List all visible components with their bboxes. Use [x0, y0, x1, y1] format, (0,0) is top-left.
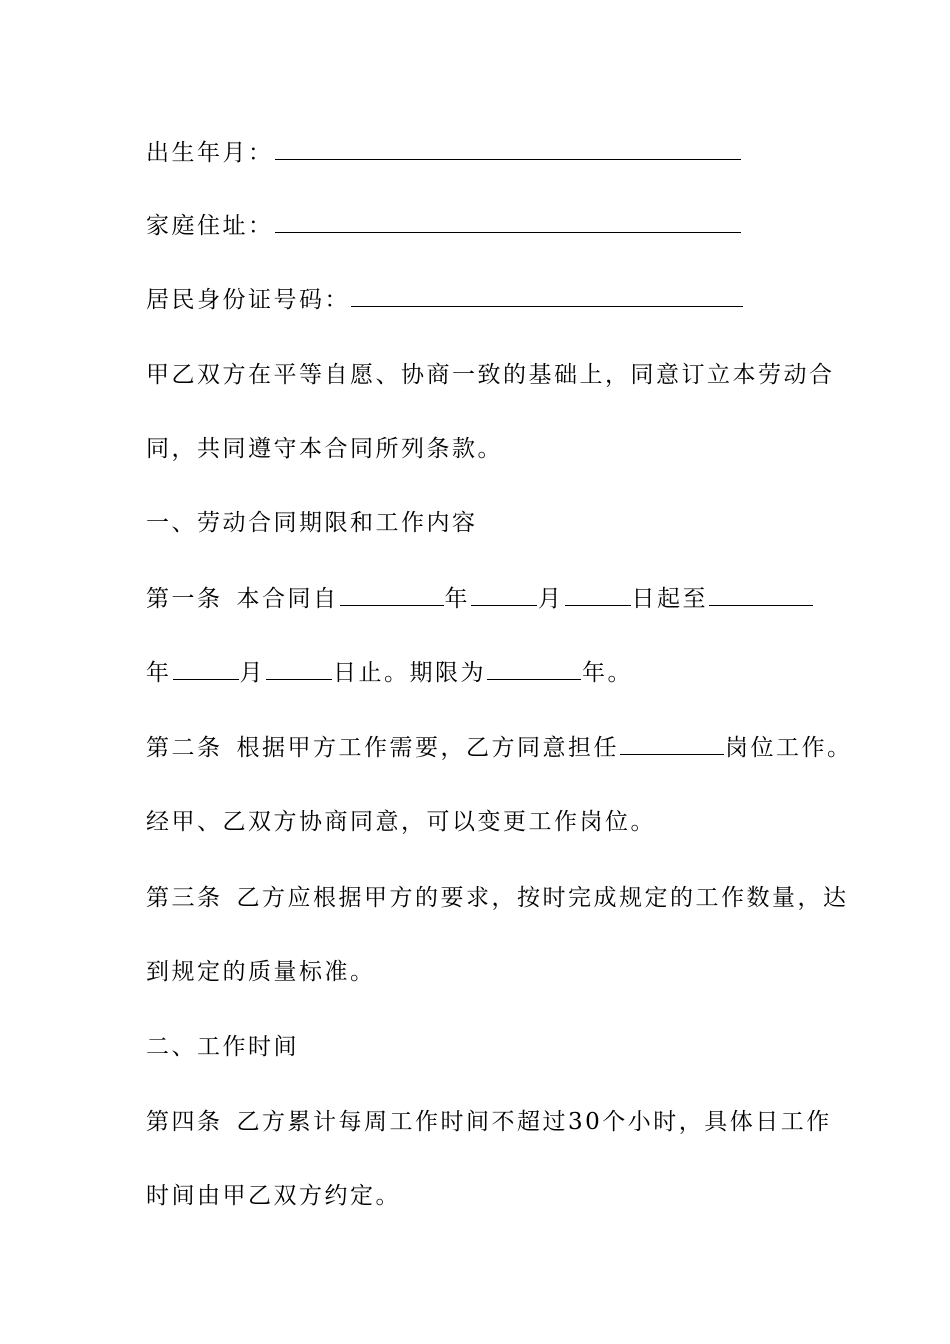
article-4-line-1: [146, 1106, 832, 1138]
article-1-text: 本合同自: [236, 586, 339, 612]
address-field: [146, 210, 742, 242]
end-year-blank: [709, 583, 813, 606]
article-3-text: 乙方应根据甲方的要求，按时完成规定的工作数量，达: [236, 885, 849, 911]
start-year-unit: 年: [444, 586, 470, 612]
article-2-line-1: [146, 732, 853, 764]
birth-date-blank: [275, 137, 741, 160]
birth-date-field: [146, 137, 742, 169]
position-blank: [620, 732, 724, 755]
intro-line-1: 甲乙双方在平等自愿、协商一致的基础上，同意订立本劳动合: [146, 362, 835, 388]
start-month-unit: 月: [538, 586, 564, 612]
article-4-label: 第四条: [146, 1109, 223, 1135]
end-day-unit: 日止。期限为: [333, 660, 486, 686]
article-4-text: 乙方累计每周工作时间不超过30个小时，具体日工作: [236, 1109, 832, 1135]
end-month-blank: [173, 657, 239, 680]
term-years-unit: 年。: [582, 660, 633, 686]
article-4-line-2: 时间由甲乙双方约定。: [146, 1183, 401, 1209]
end-year-unit: 年: [146, 660, 172, 686]
article-3-line-1: [146, 882, 849, 914]
article-2-text-end: 岗位工作。: [725, 735, 853, 761]
article-3-line-2: 到规定的质量标准。: [146, 959, 376, 985]
end-day-blank: [266, 657, 332, 680]
intro-line-2: 同，共同遵守本合同所列条款。: [146, 436, 503, 462]
id-number-label: 居民身份证号码：: [146, 287, 350, 313]
article-1-line-2: [146, 657, 633, 689]
id-number-field: [146, 284, 744, 316]
start-day-blank: [565, 583, 631, 606]
article-2-label: 第二条: [146, 735, 223, 761]
article-1-label: 第一条: [146, 586, 223, 612]
section-2-heading: 二、工作时间: [146, 1034, 299, 1060]
section-1-heading: 一、劳动合同期限和工作内容: [146, 510, 478, 536]
birth-date-label: 出生年月：: [146, 140, 274, 166]
article-3-label: 第三条: [146, 885, 223, 911]
address-label: 家庭住址：: [146, 213, 274, 239]
article-2-line-2: 经甲、乙双方协商同意，可以变更工作岗位。: [146, 809, 656, 835]
term-years-blank: [487, 657, 581, 680]
start-year-blank: [340, 583, 444, 606]
address-blank: [275, 210, 741, 233]
article-1-line-1: [146, 583, 814, 615]
end-month-unit: 月: [239, 660, 265, 686]
start-day-unit: 日起至: [631, 586, 708, 612]
id-number-blank: [351, 284, 743, 307]
article-2-text: 根据甲方工作需要，乙方同意担任: [236, 735, 619, 761]
start-month-blank: [471, 583, 537, 606]
